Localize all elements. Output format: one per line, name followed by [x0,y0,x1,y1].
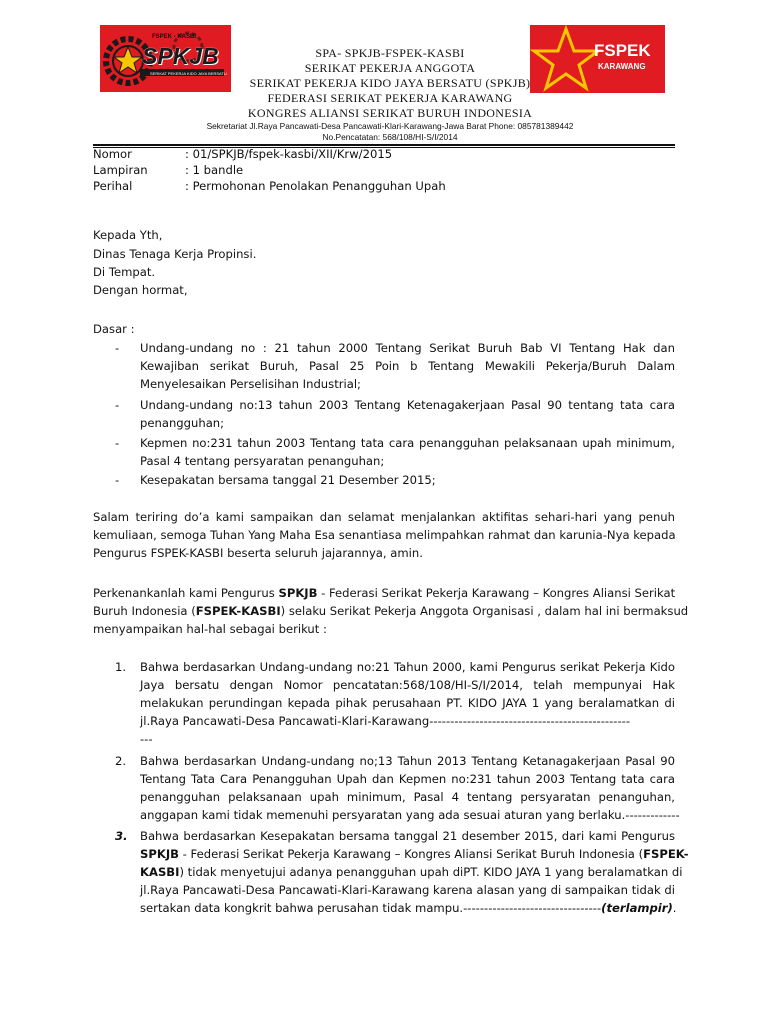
paragraph-line: menyampaikan hal-hal sebagai berikut : [93,622,327,636]
item-line: Kesepakatan bersama tanggal 21 Desember 2015; [140,473,436,487]
salutation [93,226,675,299]
point-line: jl.Raya Pancawati-Desa Pancawati-Klari-Karawang------------------------------------------------ [140,714,631,728]
letterhead-line: KONGRES ALIANSI SERIKAT BURUH INDONESIA [247,106,533,120]
item-line: Kepmen no:231 tahun 2003 Tentang tata cara penangguhan pelaksanaan upah minimum, [140,436,675,450]
text-span: sertakan data kongkrit bahwa perusahan tidak mampu.--------------------------------- [140,901,602,915]
paragraph-greeting [93,508,675,562]
bullet-dash: - [115,341,120,355]
logo-right-word: FSPEK [594,41,651,60]
meta-key: Lampiran [93,163,148,177]
org-name: FSPEK- [643,847,689,861]
point-line: Jaya bersatu dengan Nomor pencatatan:568/108/HI-S/I/2014, telah mempunyai Hak [140,678,675,692]
text-span: Buruh Indonesia ( [93,604,196,618]
salutation-line: Dengan hormat, [93,283,188,297]
point-line [140,845,689,863]
paragraph-intro [93,584,689,638]
text-span: - Federasi Serikat Pekerja Karawang – Kongres Aliansi Serikat Buruh Indonesia ( [178,847,644,861]
letterhead-address: Sekretariat Jl.Raya Pancawati-Desa Pancawati-Klari-Karawang-Jawa Barat Phone: 085781389442 [206,121,574,131]
item-line: Undang-undang no : 21 tahun 2000 Tentang Serikat Buruh Bab VI Tentang Hak dan [140,341,675,355]
paragraph-line [93,602,689,620]
item-line: Menyelesaikan Perselisihan Industrial; [140,377,361,391]
point-line: melakukan perundingan kepada pihak perusahaan PT. KIDO JAYA 1 yang beralamatkan di [140,696,675,710]
letterhead-line: SPA- SPKJB-FSPEK-KASBI [315,46,465,60]
point-line: Bahwa berdasarkan Undang-undang no;13 Tahun 2013 Tentang Ketanagakerjaan Pasal 90 [140,754,675,768]
dasar-heading: Dasar : [93,322,135,336]
meta-value: : 01/SPKJB/fspek-kasbi/XII/Krw/2015 [185,147,393,161]
org-name: FSPEK-KASBI [195,604,281,618]
item-line: Kewajiban serikat Buruh, Pasal 25 Poin b Tentang Mewakili Pekerja/Buruh Dalam [140,359,675,373]
point-line: jl.Raya Pancawati-Desa Pancawati-Klari-Karawang karena alasan yang di sampaikan tidak di [140,883,675,897]
bullet-dash: - [115,436,120,450]
item-line: penangguhan; [140,416,225,430]
salutation-line: Kepada Yth, [93,228,163,242]
paragraph-line: kemuliaan, semoga Tuhan Yang Maha Esa senantiasa melimpahkan rahmat dan karunia-Nya kepada [93,528,676,542]
logo-left-top-text: FSPEK - KASBI [152,34,197,40]
org-name: SPKJB [140,847,179,861]
meta-value: : Permohonan Penolakan Penangguhan Upah [185,179,446,193]
point-line: penangguhan pelaksanaan upah minimum, Pasal 4 tentang persyaratan penanguhan, [140,790,675,804]
org-name: KASBI [140,865,180,879]
letterhead-line: SERIKAT PEKERJA KIDO JAYA BERSATU (SPKJB) [249,76,531,90]
text-span: . [672,901,677,915]
meta-value: : 1 bandle [185,163,244,177]
item-line: Undang-undang no:13 tahun 2003 Tentang Ketenagakerjaan Pasal 90 tentang tata cara [140,398,675,412]
salutation-line: Dinas Tenaga Kerja Propinsi. [93,247,257,261]
point-line: anggapan kami tidak memenuhi persyaratan yang ada sesuai aturan yang berlaku.------------- [140,808,680,822]
meta-key: Nomor [93,147,132,161]
text-span: Perkenankanlah kami Pengurus [93,586,279,600]
item-line: Pasal 4 tentang persyaratan penanguhan; [140,454,385,468]
bullet-dash: - [115,398,120,412]
logo-left-tagline: SERIKAT PEKERJA KIDO JAYA BERSATU [150,71,227,76]
point-number: 2. [115,754,127,768]
paragraph-line: Pengurus FSPEK-KASBI beserta seluruh jajarannya, amin. [93,546,423,560]
point-line: --- [140,732,153,746]
org-name: SPKJB [278,586,318,600]
point-line [140,863,683,881]
letterhead-line: SERIKAT PEKERJA ANGGOTA [304,61,476,75]
logo-right-sub: KARAWANG [598,62,646,71]
paragraph-line: Salam teriring do’a kami sampaikan dan selamat menjalankan aktifitas sehari-hari yang penuh [93,510,675,524]
point-number: 1. [115,660,127,674]
point-line [140,899,675,917]
letterhead [190,46,590,143]
logo-left-word: SPKJB [142,43,219,69]
letterhead-registration: No.Pencatatan: 568/108/HI-S/I/2014 [322,132,458,142]
salutation-line: Di Tempat. [93,265,156,279]
meta-key: Perihal [93,179,133,193]
bullet-dash: - [115,473,120,487]
text-span: - Federasi Serikat Pekerja Karawang – Kongres Aliansi Serikat [317,586,676,600]
attachment-note: (terlampir) [601,901,673,915]
text-span: ) selaku Serikat Pekerja Anggota Organisasi , dalam hal ini bermaksud [280,604,689,618]
point-number: 3. [115,829,128,843]
point-line: Bahwa berdasarkan Undang-undang no:21 Tahun 2000, kami Pengurus serikat Pekerja Kido [140,660,675,674]
point-line: Bahwa berdasarkan Kesepakatan bersama tanggal 21 desember 2015, dari kami Pengurus [140,829,675,843]
text-span: ) tidak menyetujui adanya penangguhan upah diPT. KIDO JAYA 1 yang beralamatkan di [179,865,683,879]
point-line: Tentang Tata Cara Penangguhan Upah dan Kepmen no:231 tahun 2003 Tentang tata cara [140,772,675,786]
paragraph-line [93,584,675,602]
letterhead-line: FEDERASI SERIKAT PEKERJA KARAWANG [267,91,513,105]
